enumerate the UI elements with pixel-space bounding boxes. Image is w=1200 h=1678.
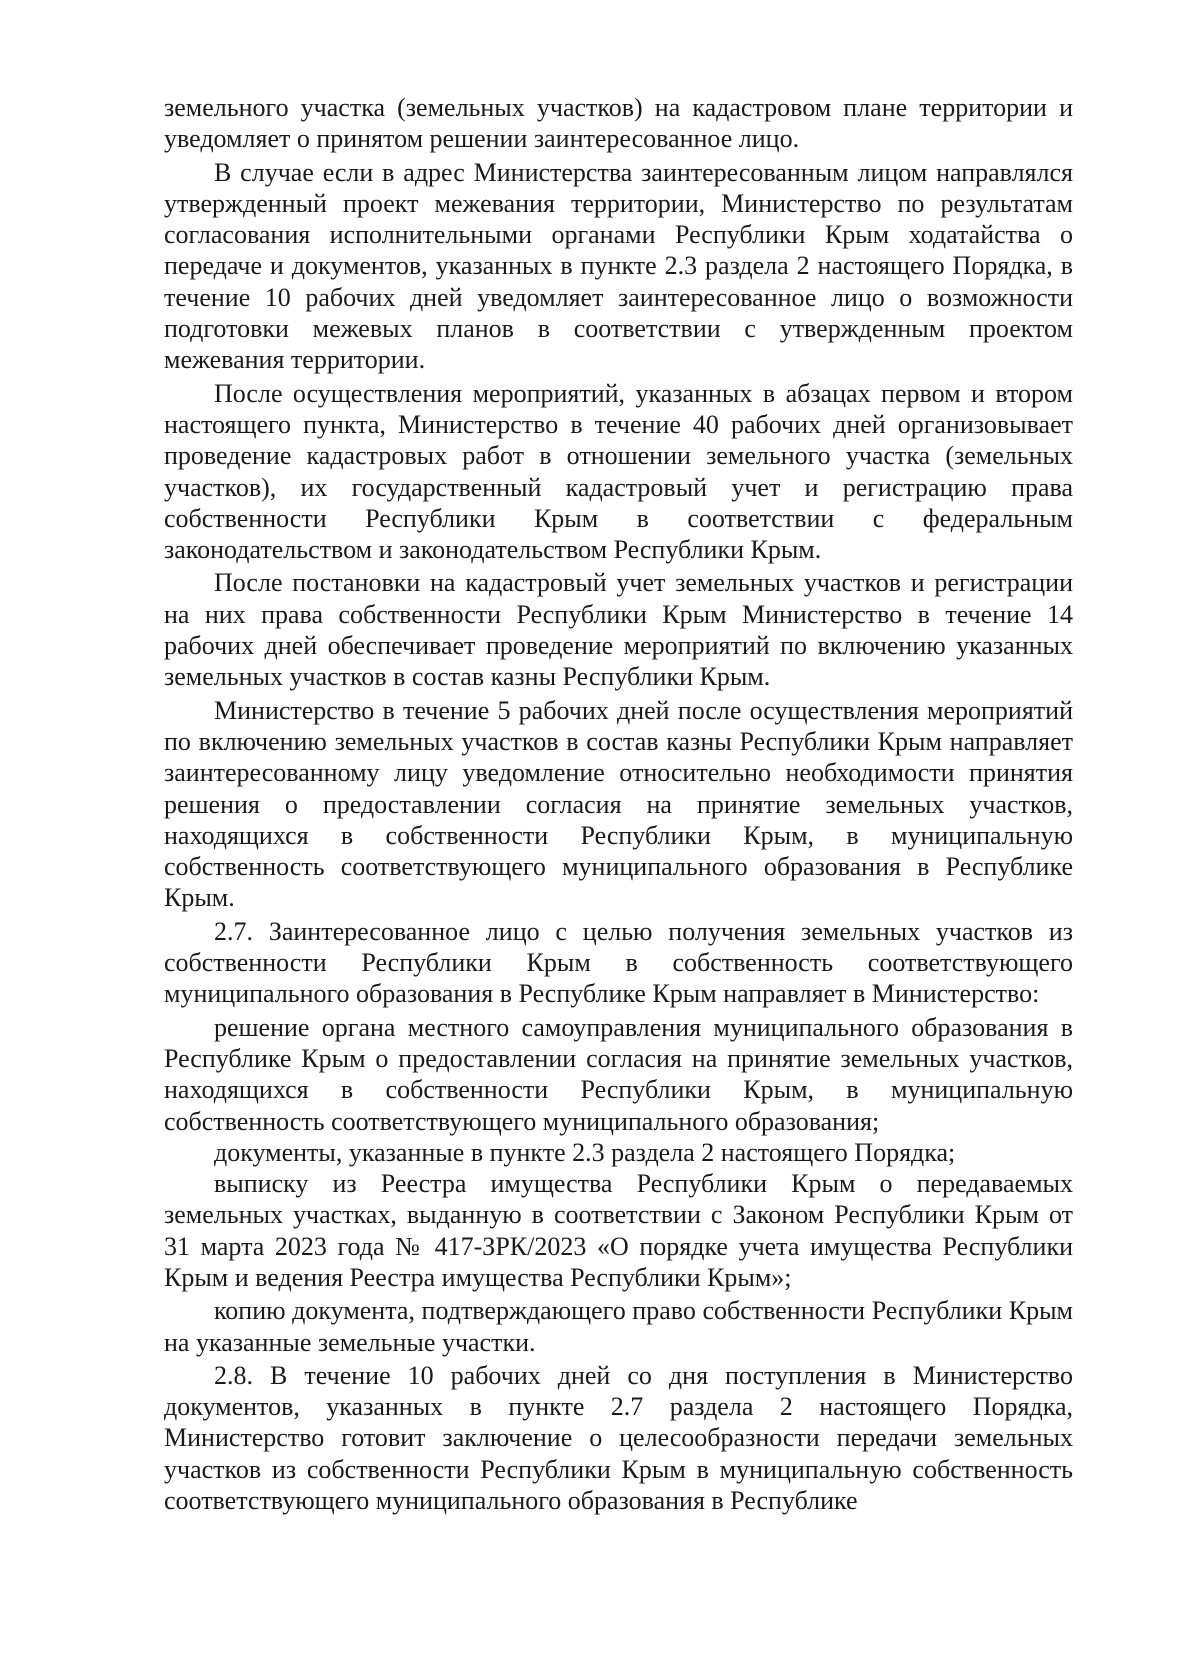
list-item-documents: документы, указанные в пункте 2.3 раздела 2 настоящего Порядка; bbox=[214, 1137, 956, 1167]
list-item-local-decision: решение органа местного самоуправления муниципального образования в Республике Крым о предоставлении согласия на принятие земельных участков, находящихся в собственности Республики Крым, в муниципальную собственность соответствующего муниципального образования; bbox=[164, 1012, 1073, 1136]
paragraph-continuation: земельного участка (земельных участков) на кадастровом плане территории и уведомляет о принятом решении заинтересованное лицо. bbox=[164, 93, 1073, 154]
document-body bbox=[164, 92, 1073, 1516]
paragraph-approved-project: В случае если в адрес Министерства заинтересованным лицом направлялся утвержденный проект межевания территории, Министерство по результатам согласования исполнительными органами Республики Крым ходатайства о передаче и документов, указанных в пункте 2.3 раздела 2 настоящего Порядка, в течение 10 рабочих дней уведомляет заинтересованное лицо о возможности подготовки межевых планов в соответствии с утвержденным проектом межевания территории. bbox=[164, 157, 1073, 375]
paragraph-clause-2-7: 2.7. Заинтересованное лицо с целью получения земельных участков из собственности Республики Крым в собственность соответствующего муниципального образования в Республике Крым направляет в Министерство: bbox=[164, 916, 1073, 1009]
paragraph-cadastral-works: После осуществления мероприятий, указанных в абзацах первом и втором настоящего пункта, Министерство в течение 40 рабочих дней организовывает проведение кадастровых работ в отношении земельного участка (земельных участков), их государственный кадастровый учет и регистрацию права собственности Республики Крым в соответствии с федеральным законодательством и законодательством Республики Крым. bbox=[164, 378, 1073, 565]
list-item-registry-extract: выписку из Реестра имущества Республики Крым о передаваемых земельных участках, выданную в соответствии с Законом Республики Крым от 31 марта 2023 года № 417-ЗРК/2023 «О порядке учета имущества Республики Крым и ведения Реестра имущества Республики Крым»; bbox=[164, 1169, 1073, 1292]
paragraph-notification: Министерство в течение 5 рабочих дней после осуществления мероприятий по включению земельных участков в состав казны Республики Крым направляет заинтересованному лицу уведомление относительно необходимости принятия решения о предоставлении согласия на принятие земельных участков, находящихся в собственности Республики Крым, в муниципальную собственность соответствующего муниципального образования в Республике Крым. bbox=[164, 695, 1073, 913]
paragraph-clause-2-8: 2.8. В течение 10 рабочих дней со дня поступления в Министерство документов, указанных в пункте 2.7 раздела 2 настоящего Порядка, Министерство готовит заключение о целесообразности передачи земельных участков из собственности Республики Крым в муниципальную собственность соответствующего муниципального образования в Республике bbox=[164, 1360, 1073, 1516]
paragraph-treasury-inclusion: После постановки на кадастровый учет земельных участков и регистрации на них права собственности Республики Крым Министерство в течение 14 рабочих дней обеспечивает проведение мероприятий по включению указанных земельных участков в состав казны Республики Крым. bbox=[164, 568, 1073, 692]
list-item-ownership-copy: копию документа, подтверждающего право собственности Республики Крым на указанные земельные участки. bbox=[164, 1296, 1073, 1357]
